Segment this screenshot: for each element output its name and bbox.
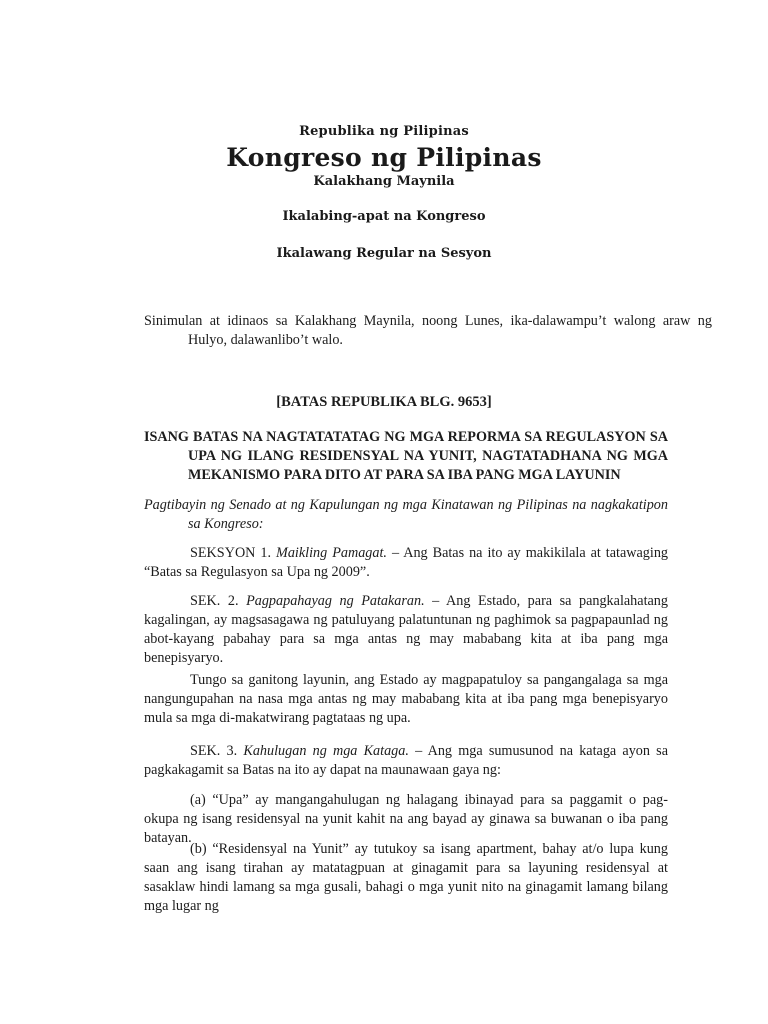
header-ikalawang-regular: Ikalawang Regular na Sesyon — [276, 246, 492, 261]
intro-text: Sinimulan at idinaos sa Kalakhang Maynila, noong Lunes, ika-dalawampu’t walong araw ng Hulyo, dalawanlibo’t walo. — [144, 313, 712, 348]
section-2-text: – Ang Estado, para sa pangkalahatang kagalingan, ay magsasagawa ng patuluyang palatuntunan ng paghimok sa pagpapaunlad ng abot-kayang pabahay para sa mga antas ng may mababang kita at iba pang mga benepisyaryo. — [144, 593, 668, 666]
section-2 — [144, 592, 668, 668]
header-ikalabing-apat: Ikalabing-apat na Kongreso — [282, 209, 486, 224]
section-2-paragraph-2: Tungo sa ganitong layunin, ang Estado ay magpapatuloy sa pangangalaga sa mga nangungupahan na nasa mga antas ng may mababang kita at iba pang mga benepisyaryo mula sa mga di-makatwirang pagtataas ng upa. — [144, 672, 668, 726]
section-3-text: – Ang mga sumusunod na kataga ayon sa pagkakagamit sa Batas na ito ay dapat na maunawaan gaya ng: — [144, 743, 668, 778]
section-2-label: SEK. 2. — [190, 593, 239, 609]
enacting-clause: Pagtibayin ng Senado at ng Kapulungan ng mga Kinatawan ng Pilipinas na nagkakatipon sa Kongreso: — [144, 497, 668, 532]
section-2-heading: Pagpapahayag ng Patakaran. — [246, 593, 425, 609]
intro-paragraph — [144, 312, 712, 350]
header-kalakhang: Kalakhang Maynila — [313, 174, 455, 189]
definition-b: (b) “Residensyal na Yunit” ay tutukoy sa isang apartment, bahay at/o lupa kung saan ang isang tirahan ay matatagpuan at ginagamit para sa layuning residensyal at sasaklaw hindi lamang sa mga gusali, bahagi o mga yunit nito na ginagamit lamang bilang mga lugar ng — [144, 841, 668, 914]
header-kongreso: Kongreso ng Pilipinas — [226, 143, 542, 172]
section-1 — [144, 544, 668, 582]
section-3 — [144, 742, 668, 780]
batas-number: [BATAS REPUBLIKA BLG. 9653] — [276, 394, 492, 410]
batas-title: ISANG BATAS NA NAGTATATATAG NG MGA REPORMA SA REGULASYON SA UPA NG ILANG RESIDENSYAL NA YUNIT, NAGTATADHANA NG MGA MEKANISMO PARA DITO AT PARA SA IBA PANG MGA LAYUNIN — [144, 429, 668, 483]
header-republika: Republika ng Pilipinas — [299, 124, 469, 139]
section-1-label: SEKSYON 1. — [190, 545, 272, 561]
section-1-text: – Ang Batas na ito ay makikilala at tatawaging “Batas sa Regulasyon sa Upa ng 2009”. — [144, 545, 669, 580]
section-3-heading: Kahulugan ng mga Kataga. — [243, 743, 409, 759]
section-1-heading: Maikling Pamagat. — [276, 545, 387, 561]
section-3-label: SEK. 3. — [190, 743, 238, 759]
definition-a: (a) “Upa” ay mangangahulugan ng halagang ibinayad para sa paggamit o pag-okupa ng isang residensyal na yunit kahit na ang bayad ay ginawa sa buwanan o iba pang batayan. — [144, 792, 668, 846]
